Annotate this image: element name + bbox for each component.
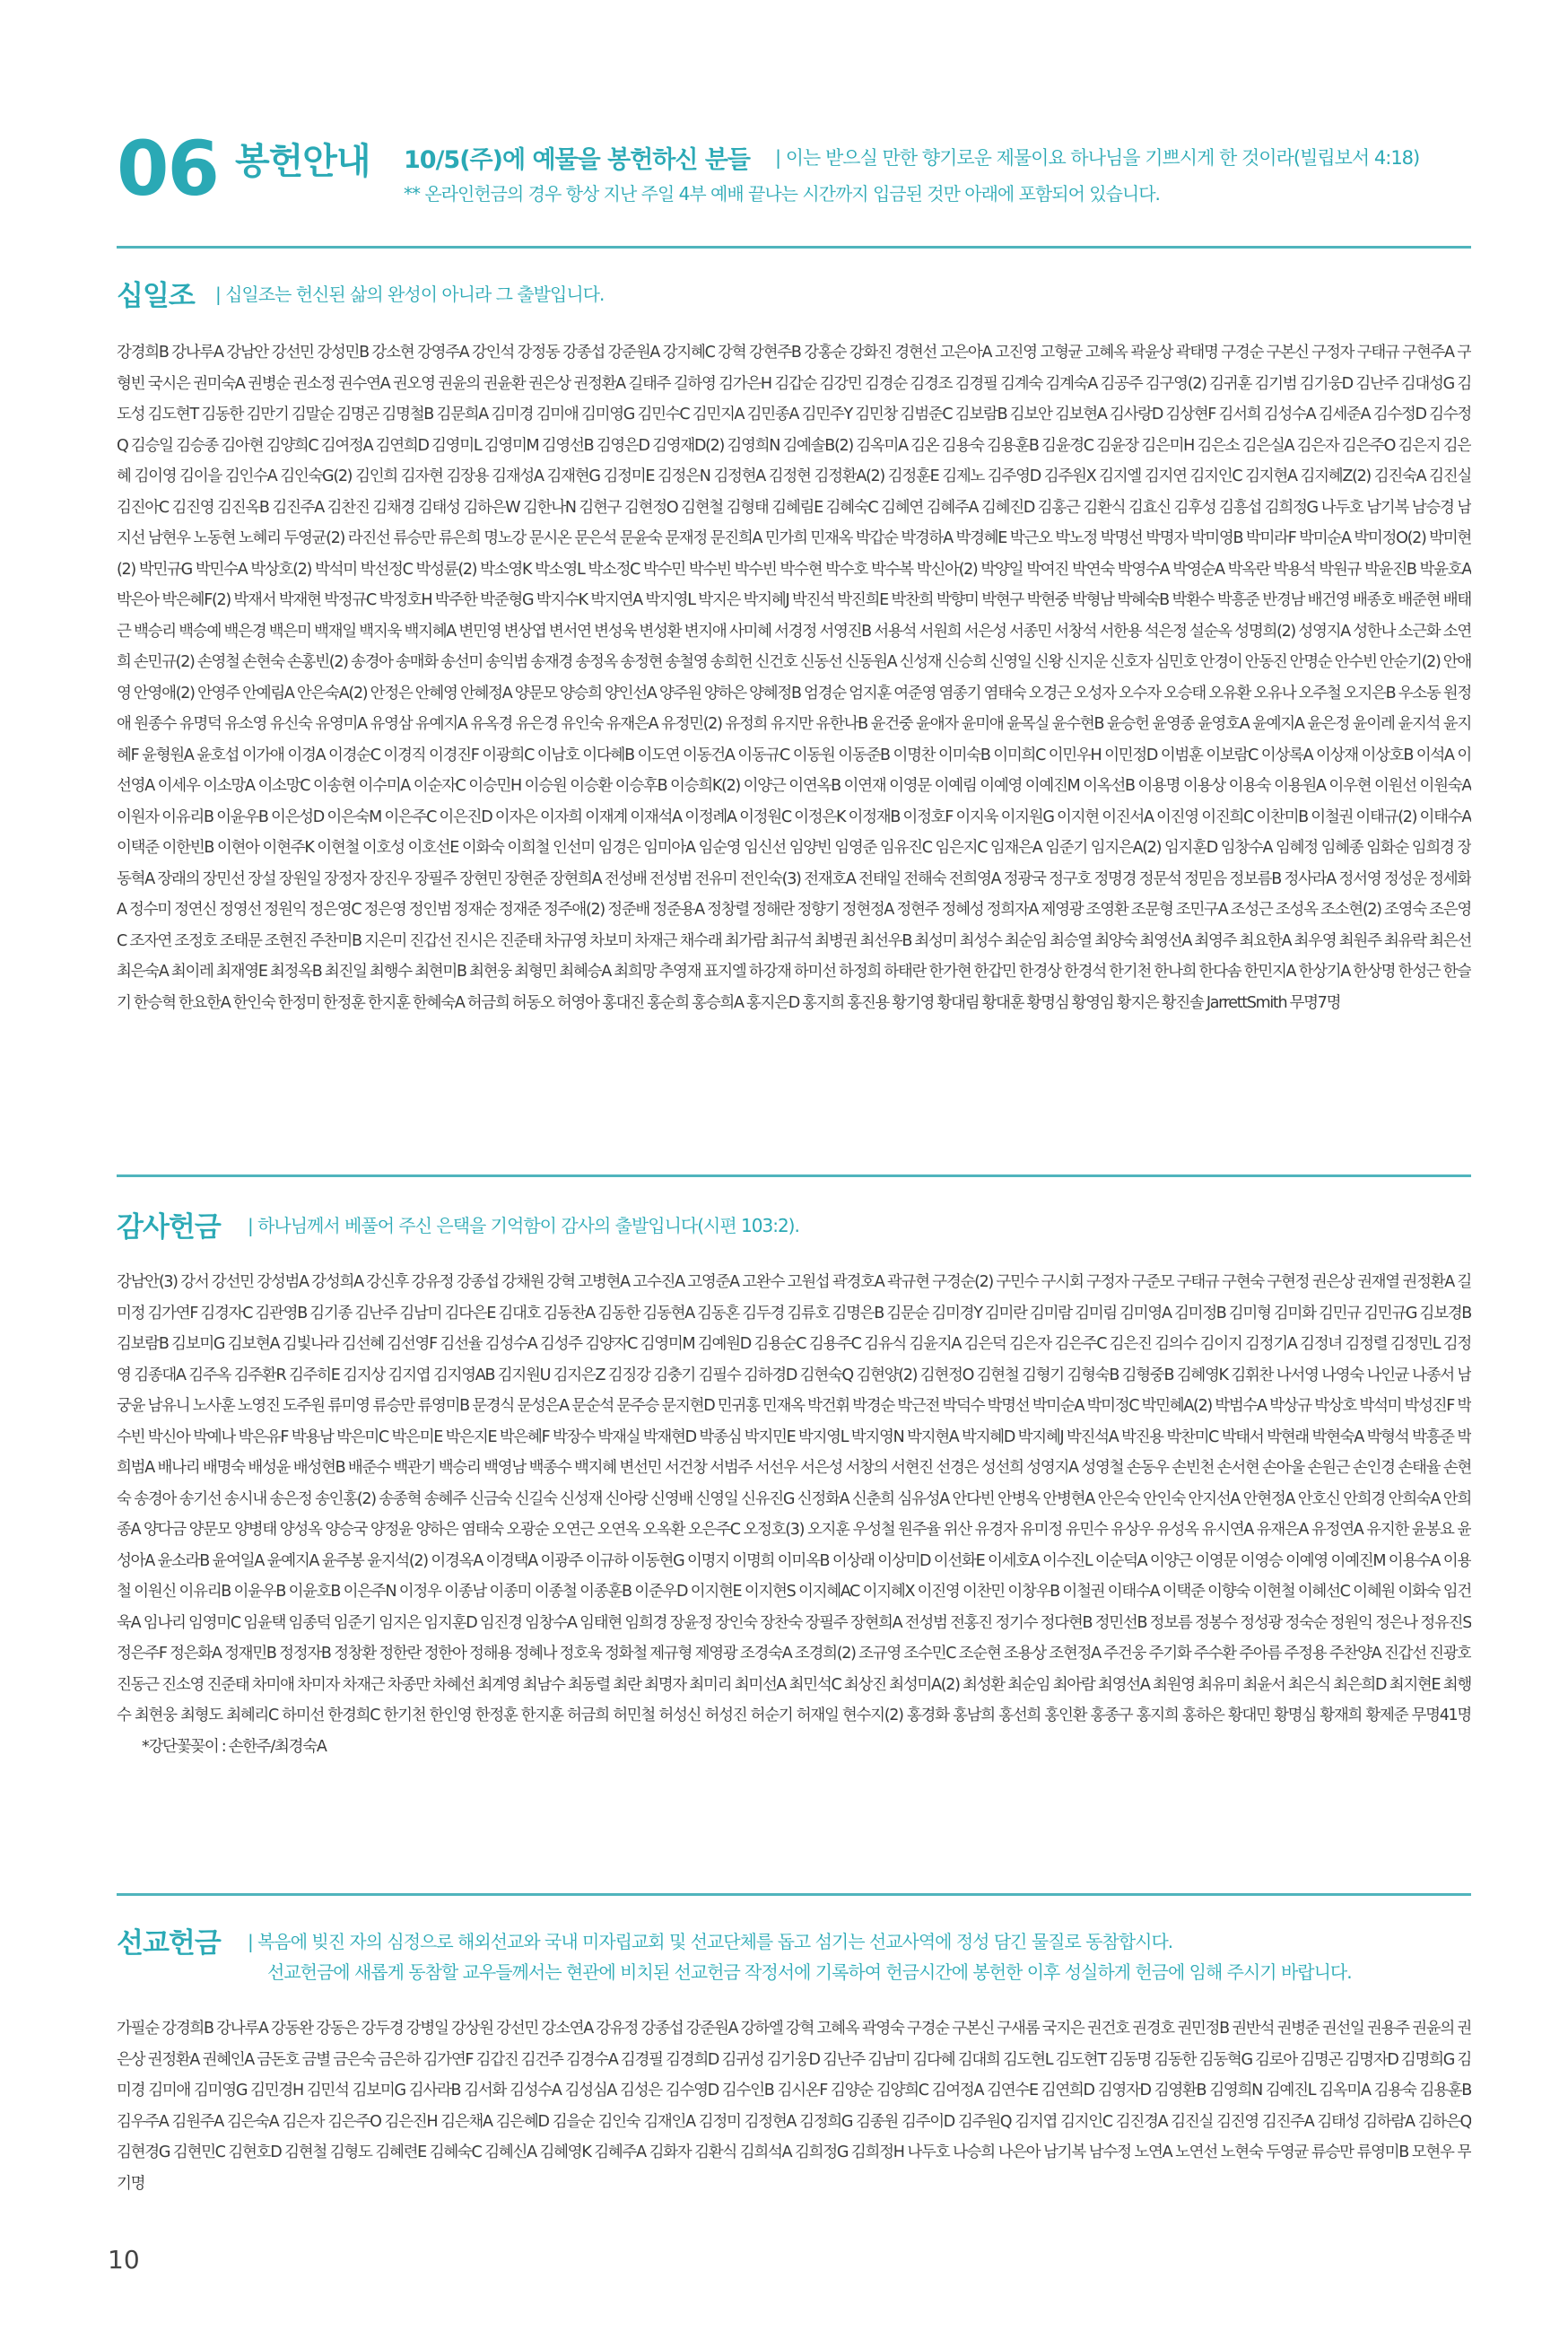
thanks-name-list (117, 1267, 1471, 1949)
missions-section (117, 1920, 1471, 2200)
altar-flower-note: *강단꽃꽂이 : 손한주/최경숙A (142, 1737, 327, 1756)
missions-title: 선교헌금 (117, 1927, 221, 1960)
missions-name-list: 가필순 강경희B 강나루A 강동완 강동은 강두경 강병일 강상원 강선민 강소연A 강유정 강종섭 강준원A 강하엘 강혁 고혜옥 곽영숙 구경순 구본신 구새롬 국지은 권건호 권경호 권민정B 권반석 권병준 권선일 권용주 권윤의 권은상 권정환A 권혜인A 금돈호 금별 금은숙 금은하 김가연F 김갑진 김건주 김경수A 김경필 김경희D 김귀성 김기웅D 김난주 김남미 김다혜 김대희 김도현L 김도현T 김동명 김동한 김동혁G 김로아 김명곤 김명자D 김명희G 김미경 김미애 김미영G 김민경H 김민석 김보미G 김사라B 김서화 김성수A 김성심A 김성은 김수영D 김수인B 김시온F 김양순 김양희C 김여정A 김연수E 김연희D 김영자D 김영환B 김영희N 김예진L 김옥미A 김용숙 김용훈B 김우주A 김원주A 김은숙A 김은자 김은주O 김은진H 김은채A 김은혜D 김을순 김인숙 김재인A 김정미 김정현A 김정희G 김종원 김주이D 김주원Q 김지엽 김지인C 김진경A 김진실 김진영 김진주A 김태성 김하람A 김하은Q 김현경G 김현민C 김현호D 김현철 김형도 김혜련E 김혜숙C 김혜신A 김혜영K 김혜주A 김화자 김환식 김희석A 김희정G 김희정H 나두호 나승희 나은아 남기복 남수정 노연A 노연선 노현숙 두영균 류승만 류영미B 모현우 무기명 (117, 2020, 1471, 2193)
divider-missions (117, 1893, 1471, 1896)
main-title: 10/5(주)에 예물을 봉헌하신 분들 (404, 146, 751, 174)
tithe-description: | 십일조는 헌신된 삶의 완성이 아니라 그 출발입니다. (215, 284, 605, 305)
thanks-title: 감사헌금 (117, 1211, 221, 1244)
thanks-names: 강남안(3) 강서 강선민 강성범A 강성희A 강신후 강유정 강종섭 강채원 강혁 고병현A 고수진A 고영준A 고완수 고원섭 곽경호A 곽규현 구경순(2) 구민수 구시회 구정자 구준모 구태규 구현숙 구현정 권은상 권재열 권정환A 길미정 김가연F 김경자C 김관영B 김기종 김난주 김남미 김다은E 김대호 김동찬A 김동한 김동현A 김동혼 김두경 김류호 김명은B 김문순 김미경Y 김미란 김미람 김미림 김미영A 김미정B 김미형 김미화 김민규 김민규G 김보경B 김보람B 김보미G 김보현A 김빛나라 김선혜 김선영F 김선율 김성수A 김성주 김양자C 김영미M 김예원D 김용순C 김용주C 김유식 김윤지A 김은덕 김은자 김은주C 김은진 김의수 김이지 김정기A 김정녀 김정렬 김정민L 김정영 김종대A 김주옥 김주환R 김주히E 김지상 김지엽 김지영AB 김지원U 김지은Z 김징강 김충기 김필수 김하경D 김현숙Q 김현양(2) 김현정O 김현철 김형기 김형숙B 김형중B 김혜영K 김휘찬 나서영 나영숙 나인균 나종서 남궁윤 남유니 노사훈 노영진 도주원 류미영 류승만 류영미B 문경식 문성은A 문순석 문주승 문지현D 민귀홍 민재옥 박건휘 박경순 박근전 박덕수 박명선 박미순A 박미정C 박민혜A(2) 박범수A 박상규 박상호 박석미 박성진F 박수빈 박신아 박예나 박은유F 박용남 박은미C 박은미E 박은지E 박은혜F 박장수 박재실 박재현D 박종심 박지민E 박지영L 박지영N 박지현A 박지혜D 박지혜J 박진석A 박진용 박찬미C 박태서 박현래 박현숙A 박형석 박흥준 박희범A 배나리 배명숙 배성윤 배성현B 배준수 백관기 백승리 백영남 백종수 백지혜 변선민 서건창 서범주 서선우 서은성 서창의 서현진 선경은 성선희 성영지A 성영철 손동우 손빈천 손서현 손아울 손원근 손인경 손태율 손현숙 송경아 송기선 송시내 송은정 송인홍(2) 송종혁 송혜주 신금숙 신길숙 신성재 신아랑 신영배 신영일 신유진G 신정화A 신춘희 심유성A 안다빈 안병옥 안병현A 안은숙 안인숙 안지선A 안현정A 안호신 안희경 안희숙A 안희종A 양다금 양문모 양병태 양성옥 양승국 양정윤 양하은 염태숙 오광순 오연근 오연옥 오옥환 오은주C 오정호(3) 오지훈 우성철 원주율 위산 유경자 유미정 유민수 유상우 유성옥 유시연A 유재은A 유정연A 유지한 윤봉요 윤성아A 윤소라B 윤여일A 윤예지A 윤주봉 윤지석(2) 이경옥A 이경택A 이광주 이규하 이동현G 이명지 이명희 이미옥B 이상래 이상미D 이선화E 이세호A 이수진L 이순덕A 이양근 이영문 이영승 이예영 이예진M 이용수A 이용철 이원신 이유리B 이윤우B 이윤호B 이은주N 이정우 이종남 이종미 이종철 이종훈B 이준우D 이지현E 이지현S 이지혜AC 이지혜X 이진영 이찬민 이창우B 이철권 이태수A 이택준 이향숙 이현철 이혜선C 이혜원 이화숙 임건욱A 임나리 임영미C 임윤택 임종덕 임준기 임지은 임지훈D 임진경 임창수A 임태현 임희경 장윤정 장인숙 장찬숙 장필주 장현희A 전성범 전홍진 정기수 정다현B 정민선B 정보름 정봉수 정성광 정숙순 정원익 정은나 정유진S 정은주F 정은화A 정재민B 정정자B 정창환 정한란 정한아 정해용 정혜나 정호욱 정화철 제규형 제영광 조경숙A 조경희(2) 조규영 조수민C 조순현 조용상 조현정A 주건웅 주기화 주수환 주아름 주정용 주찬양A 진갑선 진광호 진동근 진소영 진준태 차미애 차미자 차재근 차종만 차혜선 최계영 최남수 최동렬 최란 최명자 최미리 최미선A 최민석C 최상진 최성미A(2) 최성환 최순임 최아람 최영선A 최원영 최유미 최윤서 최은식 최은희D 최지현E 최행수 최현웅 최형도 최혜리C 하미선 한경희C 한기천 한인영 한정훈 한지훈 허금희 허민철 허성신 허성진 허순기 허재일 현수지(2) 홍경화 홍남희 홍선희 홍인환 홍종구 홍지희 홍하은 황대민 황명심 황재희 황제준 무명41명 (117, 1273, 1471, 1724)
tithe-section (117, 273, 1471, 1113)
thanks-section (117, 1204, 1471, 1949)
tithe-name-list: 강경희B 강나루A 강남안 강선민 강성민B 강소현 강영주A 강인석 강정동 강종섭 강준원A 강지혜C 강혁 강현주B 강홍순 강화진 경현선 고은아A 고진영 고형균 고혜옥 곽윤상 곽태명 구경순 구본신 구정자 구태규 구현주A 구형빈 국시은 권미숙A 권병순 권소정 권수연A 권오영 권윤의 권윤환 권은상 권정환A 길태주 길하영 김가은H 김갑순 김강민 김경순 김경조 김경필 김계숙 김계숙A 김공주 김구영(2) 김귀훈 김기범 김기웅D 김난주 김대성G 김도성 김도현T 김동한 김만기 김말순 김명곤 김명철B 김문희A 김미경 김미애 김미영G 김민수C 김민지A 김민종A 김민주Y 김민창 김범준C 김보람B 김보안 김보현A 김사랑D 김상현F 김서희 김성수A 김세준A 김수정D 김수정Q 김승일 김승종 김아현 김양희C 김여정A 김연희D 김영미L 김영미M 김영선B 김영은D 김영재D(2) 김영희N 김예솔B(2) 김옥미A 김온 김용숙 김용훈B 김윤경C 김윤장 김은미H 김은소 김은실A 김은자 김은주O 김은지 김은혜 김이영 김이을 김인수A 김인숙G(2) 김인희 김자현 김장용 김재성A 김재현G 김정미E 김정은N 김정현A 김정현 김정환A(2) 김정훈E 김제노 김주영D 김주원X 김지엘 김지연 김지인C 김지현A 김지혜Z(2) 김진숙A 김진실 김진아C 김진영 김진옥B 김진주A 김찬진 김채경 김태성 김하은W 김한나N 김현구 김현정O 김현철 김형태 김혜림E 김혜숙C 김혜연 김혜주A 김혜진D 김홍근 김환식 김효신 김후성 김흥섭 김희정G 나두호 남기복 남승경 남지선 남현우 노동현 노혜리 두영균(2) 라진선 류승만 류은희 명노강 문시온 문은석 문윤숙 문재정 문진희A 민가희 민재옥 박갑순 박경하A 박경혜E 박근오 박노정 박명선 박명자 박미영B 박미라F 박미순A 박미정O(2) 박미현(2) 박민규G 박민수A 박상호(2) 박석미 박선정C 박성륜(2) 박소영K 박소영L 박소정C 박수민 박수빈 박수빈 박수현 박수호 박수복 박신아(2) 박양일 박여진 박연숙 박영수A 박영순A 박옥란 박용석 박원규 박윤진B 박윤호A 박은아 박은혜F(2) 박재서 박재현 박정규C 박정호H 박주한 박준형G 박지수K 박지연A 박지영L 박지은 박지혜J 박진석 박진희E 박찬희 박향미 박현구 박현중 박형남 박혜숙B 박환수 박흥준 반경남 배건영 배종호 배준현 배태근 백승리 백승예 백은경 백은미 백재일 백지욱 백지혜A 변민영 변상엽 변서연 변성욱 변성환 변지애 사미혜 서경정 서영진B 서용석 서원희 서은성 서종민 서창석 서한용 석은정 설순옥 성명희(2) 성영지A 성한나 소근화 소연희 손민규(2) 손영철 손현숙 손홍빈(2) 송경아 송매화 송선미 송익범 송재경 송정옥 송정현 송철영 송희헌 신건호 신동선 신동원A 신성재 신승희 신영일 신왕 신지운 신호자 심민호 안경이 안동진 안명순 안수빈 안순기(2) 안애영 안영애(2) 안영주 안예림A 안은숙A(2) 안정은 안혜영 안혜정A 양문모 양승희 양인선A 양주원 양하은 양혜정B 엄경순 엄지훈 여준영 염종기 염태숙 오경근 오성자 오수자 오승태 오유환 오유나 오주철 오지은B 우소동 원정애 원종수 유명덕 유소영 유신숙 유영미A 유영삼 유예지A 유옥경 유은경 유인숙 유재은A 유정민(2) 유정희 유지만 유한나B 윤건중 윤애자 윤미애 윤목실 윤수현B 윤승헌 윤영종 윤영호A 윤예지A 윤은정 윤이레 윤지석 윤지혜F 윤형원A 윤호섭 이가애 이경A 이경순C 이경직 이경진F 이광희C 이남호 이다혜B 이도연 이동건A 이동규C 이동원 이동준B 이명찬 이미숙B 이미희C 이민우H 이민정D 이범훈 이보람C 이상록A 이상재 이상호B 이석A 이선영A 이세우 이소망A 이소망C 이송현 이수미A 이순자C 이승민H 이승원 이승환 이승후B 이승희K(2) 이양근 이연옥B 이연재 이영문 이예림 이예영 이예진M 이옥선B 이용명 이용상 이용숙 이용원A 이우현 이원선 이원숙A 이원자 이유리B 이윤우B 이은성D 이은숙M 이은주C 이은진D 이자은 이자희 이재계 이재석A 이정례A 이정원C 이정은K 이정재B 이정호F 이지욱 이지원G 이지현 이진서A 이진영 이진희C 이찬미B 이철권 이태규(2) 이태수A 이택준 이한빈B 이현아 이현주K 이현철 이호성 이호선E 이화숙 이희철 인선미 임경은 임미아A 임순영 임신선 임양빈 임영준 임유진C 임은지C 임재은A 임준기 임지은A(2) 임지훈D 임창수A 임혜정 임혜종 임화순 임희경 장동혁A 장래의 장민선 장설 장원일 장정자 장진우 장필주 장현민 장현준 장현희A 전성배 전성범 전유미 전인숙(3) 전재호A 전태일 전해숙 전희영A 정광국 정구호 정명경 정문석 정믿음 정보름B 정사라A 정서영 정성운 정세화A 정수미 정연신 정영선 정원익 정은영C 정은영 정인범 정재순 정재준 정주애(2) 정준배 정준용A 정창렬 정해란 정향기 정현정A 정현주 정혜성 정희자A 제영광 조영환 조문형 조민구A 조성근 조성옥 조소현(2) 조영숙 조은영C 조자연 조정호 조태문 조현진 주찬미B 지은미 진갑선 진시은 진준태 차규영 차보미 차재근 채수래 최가람 최규석 최병권 최선우B 최성미 최성수 최순임 최승열 최양숙 최영선A 최영주 최요한A 최우영 최원주 최유락 최은선 최은숙A 최이레 최재영E 최정옥B 최진일 최행수 최현미B 최현웅 최형민 최혜승A 최희망 추영재 표지엘 하강재 하미선 하정희 하태란 한가현 한갑민 한경상 한경석 한기천 한나희 한다솜 한민지A 한상기A 한상명 한성근 한슬기 한승혁 한요한A 한인숙 한정미 한정훈 한지훈 한혜숙A 허금희 허동오 허영아 홍대진 홍순희 홍승희A 홍지은D 홍지희 홍진용 황기영 황대림 황대훈 황명심 황영임 황지은 황진솔 JarrettSmith 무명7명 (117, 344, 1471, 1012)
page-header (117, 124, 1462, 223)
tithe-title: 십일조 (117, 280, 195, 312)
missions-description-2: 선교헌금에 새롭게 동참할 교우들께서는 현관에 비치된 선교헌금 작정서에 기록하여 헌금시간에 봉헌한 이후 성실하게 헌금에 임해 주시기 바랍니다. (267, 1961, 1352, 1983)
missions-header (117, 1920, 1471, 1995)
page-number: 10 (108, 2245, 140, 2274)
main-subtitle: | 이는 받으실 만한 향기로운 제물이요 하나님을 기쁘시게 한 것이라(빌립보서 4:18) (775, 147, 1420, 169)
thanks-header (117, 1204, 1471, 1249)
online-offering-note: ** 온라인헌금의 경우 항상 지난 주일 4부 예배 끝나는 시간까지 입금된 것만 아래에 포함되어 있습니다. (404, 183, 1160, 205)
thanks-description: | 하나님께서 베풀어 주신 은택을 기억함이 감사의 출발입니다(시편 103:2). (248, 1215, 799, 1236)
tithe-header (117, 273, 1471, 318)
section-title: 봉헌안내 (235, 141, 370, 182)
divider-thanks (117, 1174, 1471, 1177)
divider-top (117, 246, 1471, 249)
missions-description: | 복음에 빚진 자의 심정으로 해외선교와 국내 미자립교회 및 선교단체를 돕고 섬기는 선교사역에 정성 담긴 물질로 동참합시다. (248, 1931, 1173, 1952)
section-number: 06 (117, 125, 218, 213)
